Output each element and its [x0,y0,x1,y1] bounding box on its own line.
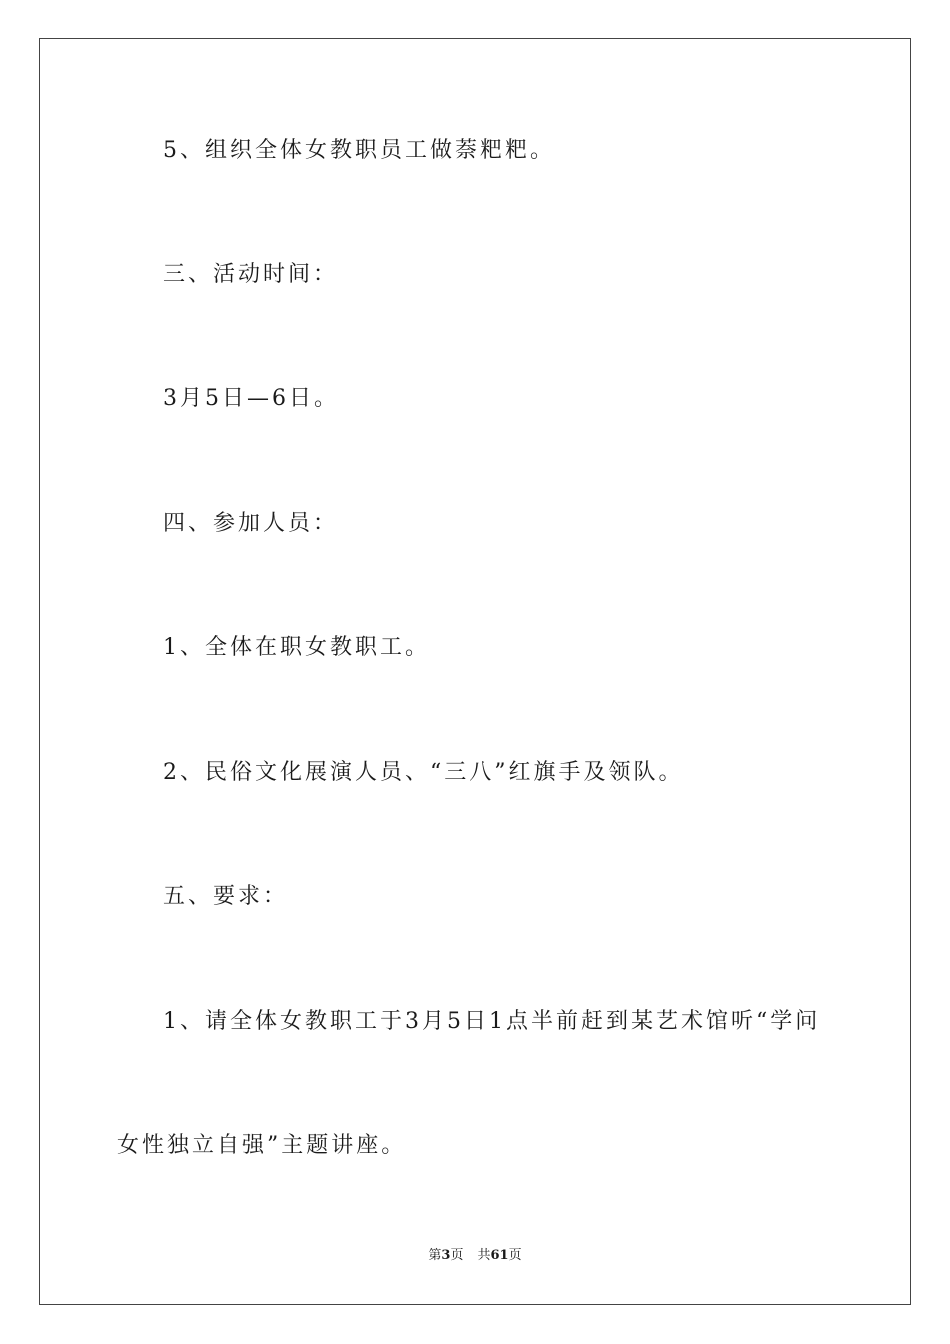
footer-total-suffix: 页 [508,1248,522,1263]
footer-page-prefix: 第 [428,1248,442,1263]
page-footer [0,1247,950,1265]
footer-total-prefix: 共 [477,1248,491,1263]
text-line-requirement-1-cont: 女性独立自强”主题讲座。 [117,1133,407,1158]
text-line-participant-1: 1、全体在职女教职工。 [163,635,430,660]
section-heading-requirements: 五、要求： [163,884,289,909]
section-heading-time: 三、活动时间： [163,262,339,287]
text-line-participant-2: 2、民俗文化展演人员、“三八”红旗手及领队。 [163,760,684,785]
footer-page-number: 3 [441,1248,451,1263]
footer-total-pages: 61 [490,1248,509,1263]
footer-page-suffix: 页 [450,1248,464,1263]
text-line-dates: 3月5日—6日。 [163,386,339,411]
text-line-requirement-1: 1、请全体女教职工于3月5日1点半前赶到某艺术馆听“学问 [163,1009,821,1034]
text-line-item-5: 5、组织全体女教职员工做萘粑粑。 [163,138,555,163]
page-border [39,38,911,1305]
section-heading-participants: 四、参加人员： [163,511,339,536]
